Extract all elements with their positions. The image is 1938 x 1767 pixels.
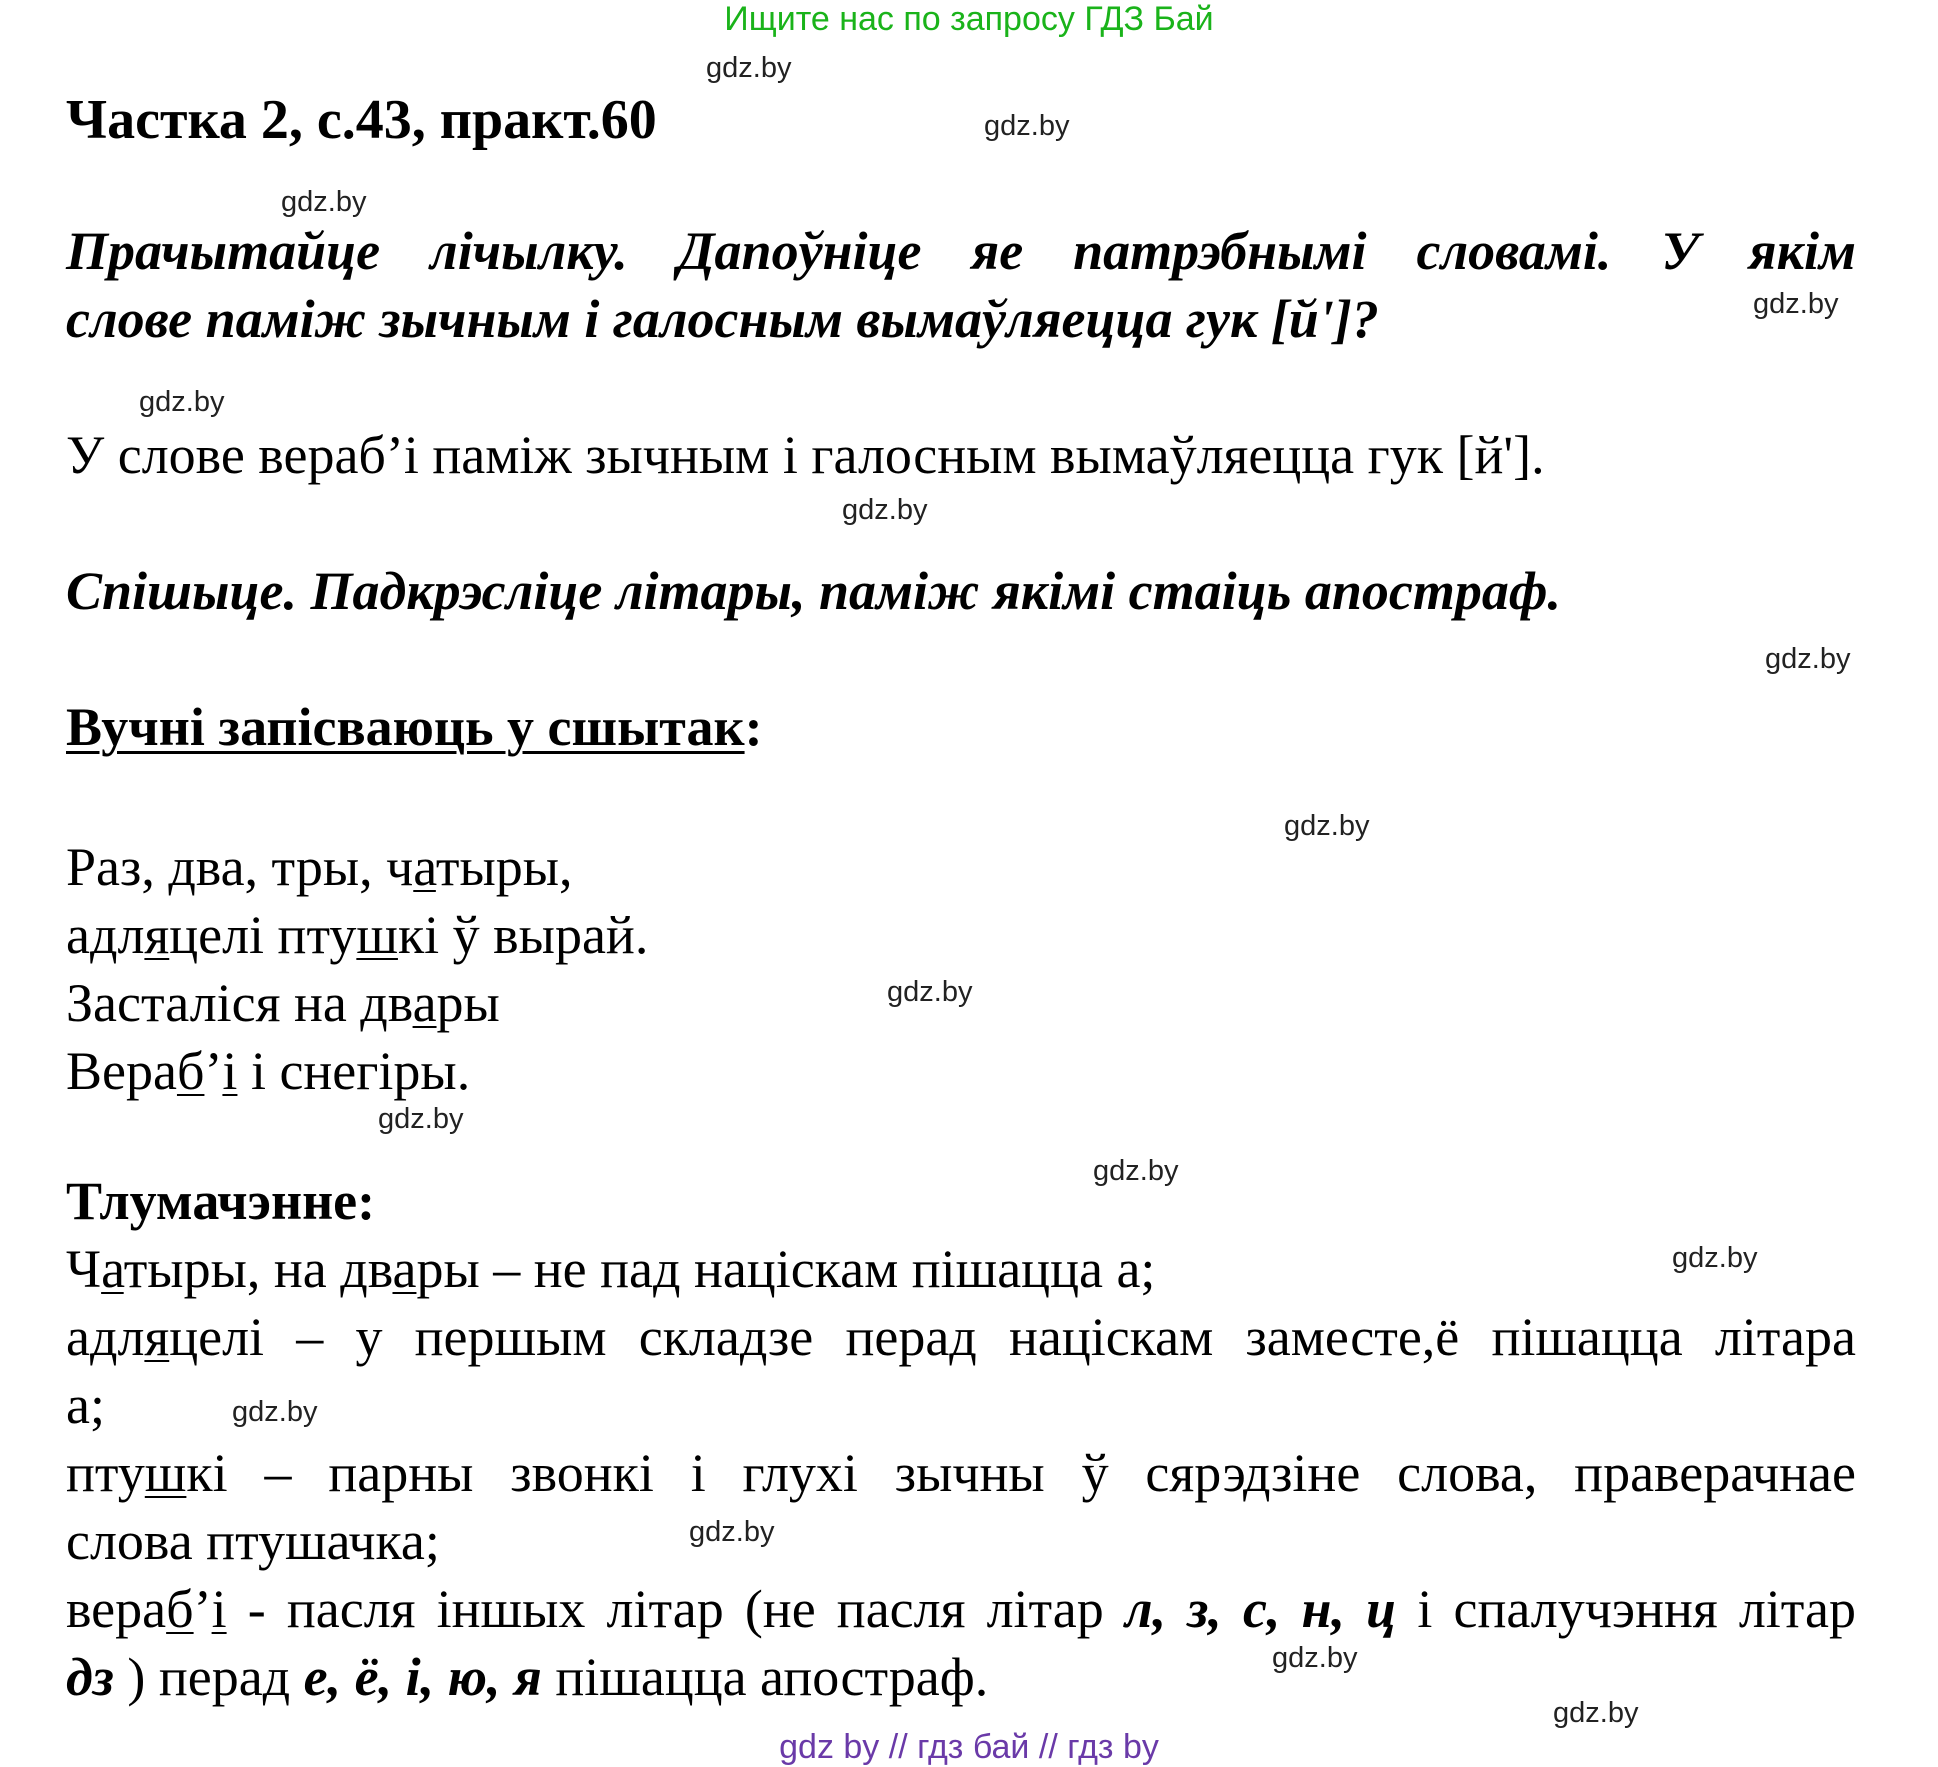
watermark: gdz.by xyxy=(1753,288,1839,320)
explanation-line: адляцелі – у першым складзе перад націскам заместе,ё пішацца літара xyxy=(66,1307,1856,1367)
top-banner[interactable]: Ищите нас по запросу ГДЗ Бай xyxy=(724,0,1214,38)
watermark: gdz.by xyxy=(1672,1242,1758,1274)
letter-combination: дз xyxy=(66,1647,114,1707)
footer-links[interactable]: gdz by // гдз бай // гдз by xyxy=(779,1728,1159,1766)
notebook-heading-text: Вучні запісваюць у сшытак xyxy=(66,697,745,757)
explanation-line: слова птушачка; xyxy=(66,1511,440,1571)
watermark: gdz.by xyxy=(1765,643,1851,675)
watermark: gdz.by xyxy=(378,1103,464,1135)
underlined-letter: ш xyxy=(144,1443,187,1503)
underlined-letter: ш xyxy=(356,905,398,965)
underlined-letter: а xyxy=(101,1239,124,1299)
poem-line: адляцелі птушкі ў вырай. xyxy=(66,905,649,965)
watermark: gdz.by xyxy=(842,494,928,526)
task-line: слове паміж зычным і галосным вымаўляецца гук [й']? xyxy=(66,289,1379,349)
watermark: gdz.by xyxy=(1284,810,1370,842)
answer-text: У слове вераб’і паміж зычным і галосным вымаўляецца гук [й']. xyxy=(66,425,1545,485)
underlined-letter: а xyxy=(392,1239,417,1299)
underlined-letter: а xyxy=(413,837,436,897)
watermark: gdz.by xyxy=(984,110,1070,142)
task-line: Прачытайце лічылку. Дапоўніце яе патрэбнымі словамі. У якім xyxy=(66,221,1856,281)
explanation-heading: Тлумачэнне: xyxy=(66,1171,376,1231)
explanation-line: птушкі – парны звонкі і глухі зычны ў сярэдзіне слова, праверачнае xyxy=(66,1443,1856,1503)
underlined-letter: б xyxy=(166,1579,194,1639)
watermark: gdz.by xyxy=(887,976,973,1008)
underlined-letter: я xyxy=(144,1307,170,1367)
underlined-letter: і xyxy=(222,1041,238,1101)
vowel-list: е, ё, і, ю, я xyxy=(303,1647,542,1707)
watermark: gdz.by xyxy=(1553,1697,1639,1729)
explanation-line: вераб’і - пасля іншых літар (не пасля літар л, з, с, н, ц і спалучэння літар xyxy=(66,1579,1857,1639)
watermark: gdz.by xyxy=(1093,1155,1179,1187)
underlined-letter: і xyxy=(211,1579,227,1639)
notebook-heading xyxy=(66,696,763,758)
letter-list: л, з, с, н, ц xyxy=(1124,1579,1397,1639)
underlined-letter: я xyxy=(144,905,170,965)
watermark: gdz.by xyxy=(281,186,367,218)
poem-line: Засталіся на двары xyxy=(66,973,500,1033)
underlined-letter: а xyxy=(412,973,437,1033)
watermark: gdz.by xyxy=(689,1516,775,1548)
watermark: gdz.by xyxy=(139,386,225,418)
poem-line: Вераб’і і снегіры. xyxy=(66,1041,471,1101)
heading-colon: : xyxy=(744,697,763,757)
watermark: gdz.by xyxy=(232,1396,318,1428)
watermark: gdz.by xyxy=(706,52,792,84)
explanation-line: дз ) перад е, ё, і, ю, я пішацца апостраф. xyxy=(66,1647,989,1707)
page-title: Частка 2, с.43, практ.60 xyxy=(66,89,657,151)
explanation-line: а; xyxy=(66,1375,105,1435)
task-line: Спішыце. Падкрэсліце літары, паміж якімі стаіць апостраф. xyxy=(66,561,1561,621)
poem-line: Раз, два, тры, чатыры, xyxy=(66,837,573,897)
underlined-letter: б xyxy=(176,1041,205,1101)
explanation-line: Чатыры, на двары – не пад націскам пішацца а; xyxy=(66,1239,1156,1299)
watermark: gdz.by xyxy=(1272,1642,1358,1674)
